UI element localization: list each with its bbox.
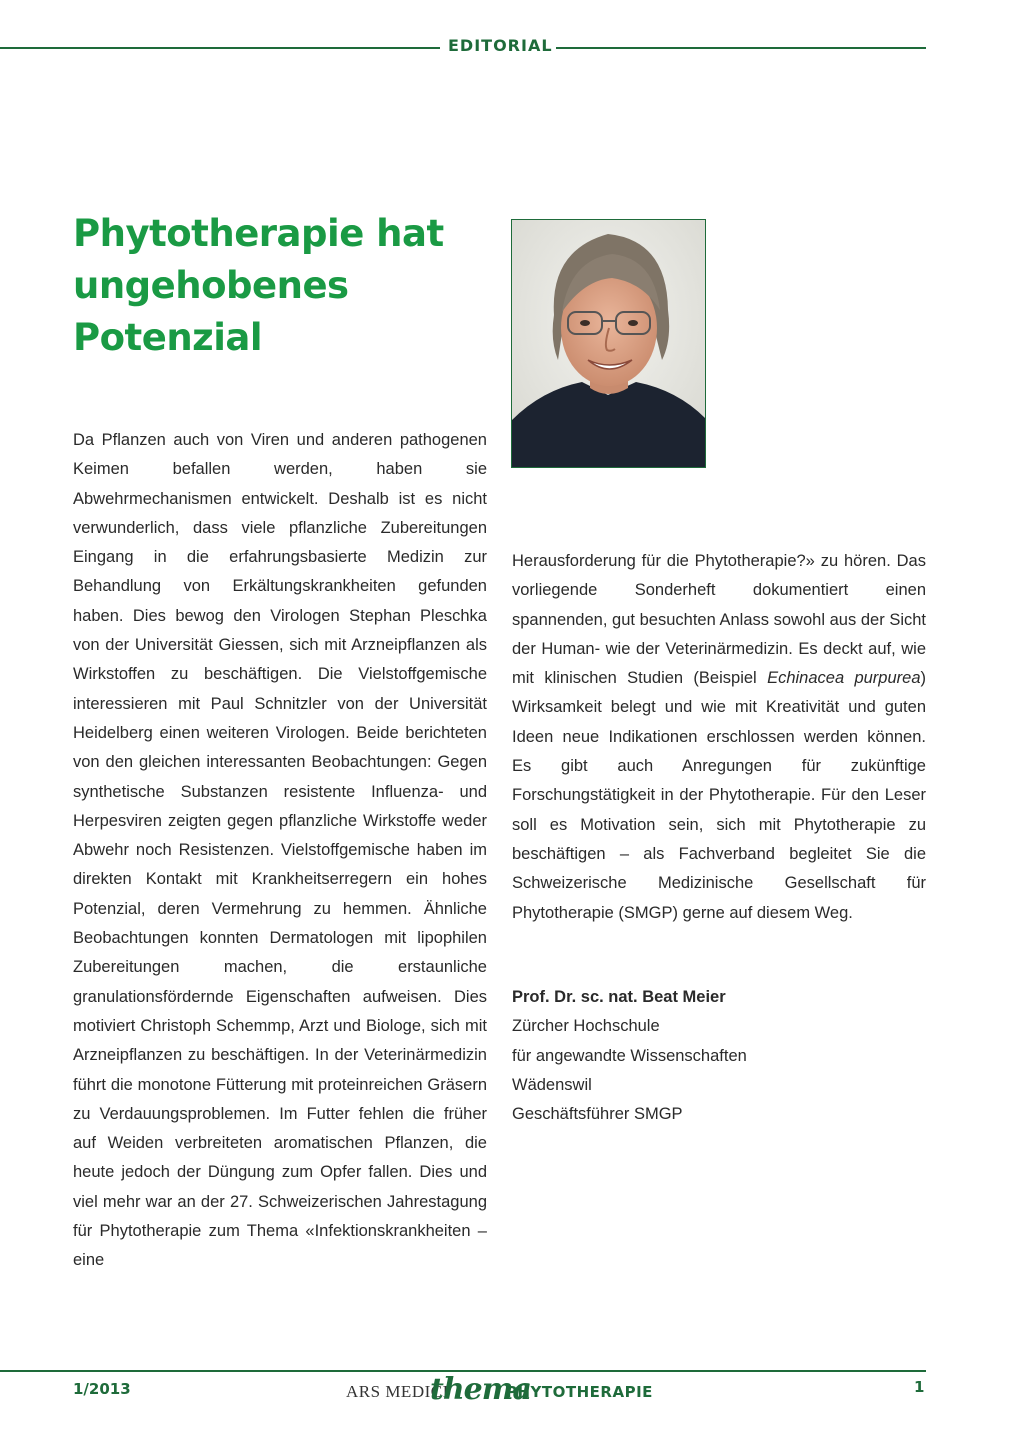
portrait-image: [512, 220, 705, 467]
affiliation-line-4: Geschäftsführer SMGP: [512, 1105, 683, 1124]
article-body-left: [73, 426, 487, 1276]
body-paragraph-left: Da Pflanzen auch von Viren und anderen pathogenen Keimen befallen werden, haben sie Abwehrmechanismen entwickelt. Deshalb ist es nicht verwunderlich, dass viele pflanzliche Zubereitungen Eingang in die erfahrungsbasierte Medizin zur Behandlung von Erkältungskrankheiten gefunden haben. Dies bewog den Virologen Stephan Pleschka von der Universität Giessen, sich mit Arzneipflanzen als Wirkstoffen zu beschäftigen. Die Vielstoffgemische interessieren mit Paul Schnitzler von der Universität Heidelberg einen weiteren Virologen. Beide berichteten von den gleichen interessanten Beobachtungen: Gegen synthetische Substanzen resistente Influenza- und Herpesviren zeigten gegen pflanzliche Wirkstoffe weder Abwehr noch Resistenzen. Vielstoffgemische haben im direkten Kontakt mit Krankheitserregern ein hohes Potenzial, deren Vermehrung zu hemmen. Ähnliche Beobachtungen konnten Dermatologen mit lipophilen Zubereitungen machen, die erstaunliche granulationsfördernde Eigenschaften aufweisen. Dies motiviert Christoph Schemmp, Arzt und Biologe, sich mit Arzneipflanzen zu beschäftigen. In der Veterinärmedizin führt die monotone Fütterung mit proteinreichen Gräsern zu Verdauungsproblemen. Im Futter fehlen die früher auf Weiden verbreiteten aromatischen Pflanzen, die heute jedoch der Düngung zum Opfer fallen. Dies und viel mehr war an der 27. Schweizerischen Jahrestagung für Phytotherapie zum Thema «Infektionskrankheiten – eine: [73, 431, 487, 1270]
body-text-part1: Herausforderung für die Phytotherapie?» zu hören. Das vorliegende Sonderheft dokumentiert einen spannenden, gut besuchten Anlass sowohl aus der Sicht der Human- wie der Veterinärmedizin. Es deckt auf, wie mit klinischen Studien (Beispiel: [512, 552, 926, 688]
species-name: Echinacea purpurea: [767, 669, 921, 688]
author-name: Prof. Dr. sc. nat. Beat Meier: [512, 988, 726, 1006]
article-title: [73, 208, 513, 364]
header-line-right: [556, 47, 926, 49]
title-line-2: ungehobenes Potenzial: [73, 264, 349, 359]
affiliation-line-3: Wädenswil: [512, 1075, 592, 1094]
page-number: 1: [914, 1378, 925, 1396]
header-rule: [0, 36, 926, 58]
author-signature: [512, 983, 932, 1129]
body-paragraph-right: [512, 547, 926, 928]
affiliation-line-2: für angewandte Wissenschaften: [512, 1046, 747, 1065]
brand-ars-medici: ARS MEDICI: [346, 1382, 449, 1401]
magazine-logo: [346, 1372, 666, 1416]
section-label: EDITORIAL: [448, 36, 553, 55]
header-line-left: [0, 47, 440, 49]
author-photo: [511, 219, 706, 468]
brand-topic: PHYTOTHERAPIE: [506, 1383, 653, 1401]
affiliation-line-1: Zürcher Hochschule: [512, 1017, 660, 1036]
title-line-1: Phytotherapie hat: [73, 212, 444, 255]
body-text-part2: ) Wirksamkeit belegt und wie mit Kreativität und guten Ideen neue Indikationen erschlossen werden können. Es gibt auch Anregungen für zukünftige Forschungstätigkeit in der Phytotherapie. Für den Leser soll es Motivation sein, sich mit Phytotherapie zu beschäftigen – als Fachverband begleitet Sie die Schweizerische Medizinische Gesellschaft für Phytotherapie (SMGP) gerne auf diesem Weg.: [512, 669, 927, 922]
brand-thema: thema: [430, 1372, 531, 1407]
issue-number: 1/2013: [73, 1380, 131, 1398]
article-body-right: [512, 547, 926, 928]
